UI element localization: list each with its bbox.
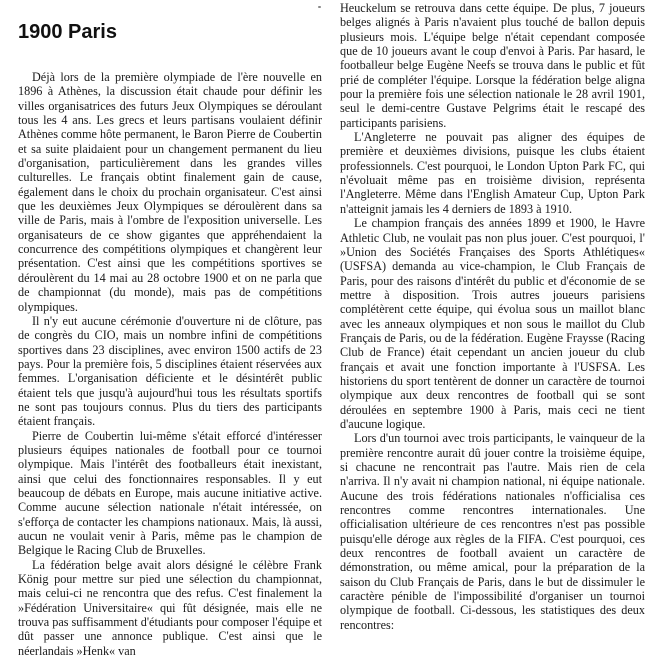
paragraph: Pierre de Coubertin lui-même s'était efforcé d'intéresser plusieurs équipes nationales de football pour ce tournoi olympique. Mais l'intérêt des footballeurs était inexistant, ainsi que celui des fonctionnaires responsables. Il y eut beaucoup de débats en Europe, mais aucune initiative active. Comme aucune sélection nationale n'était intéressée, on s'efforça de contacter les champions nationaux. Mais, là aussi, aucun ne voulait venir à Paris, même pas le champion de Belgique le Racing Club de Bruxelles. [18,428,322,558]
paragraph: Il n'y eut aucune cérémonie d'ouverture ni de clôture, pas de congrès du CIO, mais un nombre infini de compétitions sportives dans 23 disciplines, avec environ 1500 actifs de 23 pays. Pour la première fois, 5 disciplines étaient réservées aux femmes. L'organisation déficiente et le désintérêt public étaient tels que jusqu'à aujourd'hui tous les résultats sportifs ne sont pas toujours connus. Plus du tiers des participants étaient français. [18,313,322,429]
paragraph-continued: Heuckelum se retrouva dans cette équipe. De plus, 7 joueurs belges alignés à Paris n'avaient plus touché de ballon depuis plusieurs mois. L'équipe belge n'était cependant composée que de 10 joueurs avant le coup d'envoi à Paris. Par hasard, le footballeur belge Eugène Neefs se trouva dans le public et fût prié de compléter l'équipe. Lorsque la fédération belge aligna pour la première fois une sélection nationale le 28 avril 1901, seul le demi-centre Gustave Pelgrims était le rescapé des participants parisiens. [340,1,645,130]
stray-mark [318,6,321,8]
page-title: 1900 Paris [18,21,117,43]
paragraph: Lors d'un tournoi avec trois participants, le vainqueur de la première rencontre aurait dû jouer contre la troisième équipe, si chacune ne rencontrait pas l'autre. Mais rien de cela n'arriva. Il n'y avait ni champion national, ni équipe nationale. Aucune des trois fédérations nationales n'officialisa ces rencontres comme rencontres internationales. Une officialisation ultérieure de ces rencontres n'est pas possible puisqu'elle déroge aux règles de la FIFA. C'est pourquoi, ces deux rencontres de football avaient un caractère de démonstration, ou même amical, pour la préparation de la saison du Club Français de Paris, dans le but de dissimuler le caractère pénible de l'impossibilité d'organiser un tournoi olympique de football. Ci-dessous, les statistiques des deux rencontres: [340,431,645,632]
paragraph: Le champion français des années 1899 et 1900, le Havre Athletic Club, ne voulait pas non plus jouer. C'est pourquoi, l' »Union des Sociétés Françaises des Sports Athlétiques« (USFSA) demanda au vice-champion, le Club Français de Paris, pour des raisons d'intérêt du public et d'économie de se mettre à disposition. Trois autres joueurs parisiens complétèrent cette équipe, qui évolua sous un maillot blanc avec les anneaux olympiques et non sous le maillot du Club Français de Paris, ou de la fédération. Eugène Fraysse (Racing Club de France) était cependant un ancien joueur du club français et avait une fonction importante à l'USFSA. Les historiens du sport tentèrent de donner un caractère de tournoi olympique aux deux rencontres de football qui se sont déroulées en septembre 1900 à Paris, mais ceci ne tient d'aucune logique. [340,216,645,431]
paragraph: La fédération belge avait alors désigné le célèbre Frank König pour mettre sur pied une sélection du championnat, mais celui-ci ne rencontra que des refus. C'est finalement la »Fédération Universitaire« qui fût désignée, mais elle ne trouva pas suffisamment d'étudiants pour composer l'équipe et dût passer une annonce publique. C'est ainsi que le néerlandais »Henk« van [18,557,322,658]
right-column [340,1,645,632]
left-column [18,70,322,658]
paragraph: Déjà lors de la première olympiade de l'ère nouvelle en 1896 à Athènes, la discussion était chaude pour définir les villes organisatrices des futurs Jeux Olympiques se déroulant tous les 4 ans. Les grecs et leurs partisans voulaient définir Athènes comme hôte permanent, le Baron Pierre de Coubertin et sa suite plaidaient pour un changement permanent du lieu d'organisation, particulièrement dans les grandes villes culturelles. Le français obtint finalement gain de cause, également dans le choix du prochain organisateur. C'est ainsi que les deuxièmes Jeux Olympiques se déroulèrent dans sa ville de Paris, mais à l'ombre de l'exposition universelle. Les organisateurs de ce show gigantes que appréhendaient la concurrence des compétitions olympiques et changèrent leur présentation. C'est ainsi que les compétitions sportives se déroulèrent du 14 mai au 28 octobre 1900 et on ne parla que de championnat (du monde), mais pas de compétitions olympiques. [18,70,322,314]
paragraph: L'Angleterre ne pouvait pas aligner des équipes de première et deuxièmes divisions, puisque les clubs étaient professionnels. C'est pourquoi, le London Upton Park FC, qui n'évoluait même pas en troisième division, représenta l'Angleterre. Même dans l'English Amateur Cup, Upton Park n'atteignit jamais les 4 derniers de 1893 à 1910. [340,130,645,216]
